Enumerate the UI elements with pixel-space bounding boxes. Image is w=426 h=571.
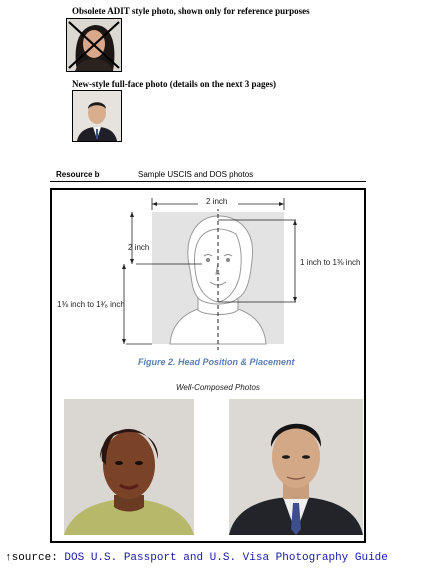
obsolete-photo-caption: Obsolete ADIT style photo, shown only for reference purposes bbox=[72, 6, 310, 16]
sample-photo-man bbox=[229, 399, 363, 535]
resource-title: Sample USCIS and DOS photos bbox=[138, 170, 254, 179]
new-style-photo bbox=[72, 90, 122, 142]
head-top-label: 2 inch bbox=[128, 243, 150, 252]
obsolete-portrait-image bbox=[67, 19, 121, 71]
up-arrow-icon: ↑ bbox=[5, 552, 12, 564]
sample-photo-woman bbox=[64, 399, 194, 535]
man-portrait-image bbox=[229, 399, 363, 535]
photo-width-label: 2 inch bbox=[206, 197, 228, 206]
well-composed-title: Well-Composed Photos bbox=[176, 383, 260, 392]
head-height-label: 1 inch to 1⅜ inch bbox=[300, 258, 361, 267]
woman-portrait-image bbox=[64, 399, 194, 535]
new-style-portrait-image bbox=[73, 91, 121, 141]
figure-caption: Figure 2. Head Position & Placement bbox=[138, 357, 295, 367]
resource-divider bbox=[50, 181, 366, 182]
head-position-diagram bbox=[52, 190, 364, 370]
source-link[interactable]: DOS U.S. Passport and U.S. Visa Photography Guide bbox=[64, 552, 388, 564]
eye-height-label: 1⅜ inch to 1³⁄₈ inch bbox=[57, 300, 125, 309]
resource-label: Resource b bbox=[56, 170, 100, 179]
new-style-photo-caption: New-style full-face photo (details on the next 3 pages) bbox=[72, 79, 276, 89]
source-prefix: source: bbox=[11, 552, 65, 564]
obsolete-adit-photo bbox=[66, 18, 122, 72]
source-line bbox=[5, 552, 388, 564]
